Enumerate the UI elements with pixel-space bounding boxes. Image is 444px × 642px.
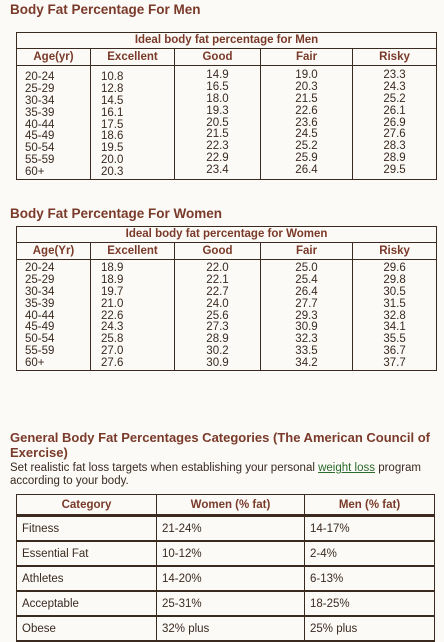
women-good-value: 27.3 <box>206 321 229 334</box>
men-excellent-value: 18.6 <box>101 130 124 143</box>
men-fair-column <box>261 66 353 180</box>
women-age-value: 50-54 <box>25 333 55 346</box>
women-risky-column <box>353 260 437 371</box>
women-good-value: 28.9 <box>206 333 229 346</box>
men-good-column <box>175 66 261 180</box>
women-excellent-value: 27.0 <box>101 345 124 358</box>
women-excellent-value: 24.3 <box>101 321 124 334</box>
men-good-value: 23.4 <box>206 164 229 177</box>
women-fair-value: 33.5 <box>295 345 318 358</box>
men-good-value: 19.3 <box>206 104 229 117</box>
women-fair-value: 25.0 <box>295 262 318 274</box>
women-header-excellent: Excellent <box>91 243 175 260</box>
women-excellent-value: 25.8 <box>101 333 124 346</box>
women-risky-value: 35.5 <box>383 333 406 346</box>
men-age-value: 45-49 <box>25 130 55 143</box>
women-header-risky: Risky <box>353 243 437 260</box>
category-row <box>17 566 435 591</box>
category-name: Obese <box>17 616 157 641</box>
women-age-value: 25-29 <box>25 273 55 286</box>
category-row <box>17 616 435 641</box>
men-good-value: 16.5 <box>206 80 229 93</box>
men-risky-column <box>353 66 437 180</box>
women-percent: 25-31% <box>157 591 305 616</box>
men-header-age: Age(yr) <box>17 49 91 66</box>
women-good-value: 22.1 <box>206 273 229 286</box>
women-risky-value: 29.6 <box>383 262 406 274</box>
men-age-value: 55-59 <box>25 154 55 167</box>
women-risky-value: 37.7 <box>383 357 406 370</box>
category-row <box>17 591 435 616</box>
men-age-value: 40-44 <box>25 118 55 131</box>
men-fair-value: 24.5 <box>295 128 318 141</box>
men-age-value: 60+ <box>25 166 45 179</box>
men-excellent-value: 12.8 <box>101 82 124 95</box>
women-fair-value: 25.4 <box>295 273 318 286</box>
men-fair-value: 20.3 <box>295 80 318 93</box>
men-percent: 2-4% <box>305 541 435 566</box>
men-excellent-value: 14.5 <box>101 94 124 107</box>
women-age-column <box>17 260 91 371</box>
men-header-good: Good <box>175 49 261 66</box>
men-fair-value: 23.6 <box>295 116 318 129</box>
women-excellent-column <box>91 260 175 371</box>
men-fair-value: 22.6 <box>295 104 318 117</box>
men-percent: 25% plus <box>305 616 435 641</box>
women-age-value: 60+ <box>25 357 45 370</box>
men-fair-value: 21.5 <box>295 92 318 105</box>
men-excellent-value: 20.3 <box>101 166 124 179</box>
men-risky-value: 24.3 <box>383 80 406 93</box>
women-risky-value: 34.1 <box>383 321 406 334</box>
men-header-risky: Risky <box>353 49 437 66</box>
women-age-value: 20-24 <box>25 262 55 274</box>
men-percent: 18-25% <box>305 591 435 616</box>
women-excellent-value: 18.9 <box>101 273 124 286</box>
women-fair-value: 34.2 <box>295 357 318 370</box>
men-good-value: 22.9 <box>206 152 229 165</box>
women-risky-value: 31.5 <box>383 297 406 310</box>
women-risky-value: 29.8 <box>383 273 406 286</box>
intro-text-after: program according to your body. <box>10 462 422 487</box>
women-age-value: 45-49 <box>25 321 55 334</box>
women-age-value: 40-44 <box>25 309 55 322</box>
women-age-value: 55-59 <box>25 345 55 358</box>
men-fair-value: 25.9 <box>295 152 318 165</box>
men-age-value: 25-29 <box>25 82 55 95</box>
category-name: Fitness <box>17 516 157 542</box>
category-name: Acceptable <box>17 591 157 616</box>
men-age-column <box>17 66 91 180</box>
category-row <box>17 541 435 566</box>
women-percent: 21-24% <box>157 516 305 542</box>
men-fair-value: 19.0 <box>295 69 318 81</box>
men-age-value: 50-54 <box>25 142 55 155</box>
categories-header-category: Category <box>17 495 157 516</box>
category-name: Essential Fat <box>17 541 157 566</box>
men-excellent-value: 17.5 <box>101 118 124 131</box>
men-risky-value: 25.2 <box>383 92 406 105</box>
men-percent: 14-17% <box>305 516 435 542</box>
women-fair-value: 32.3 <box>295 333 318 346</box>
categories-table <box>16 494 435 642</box>
men-risky-value: 26.1 <box>383 104 406 117</box>
men-risky-value: 26.9 <box>383 116 406 129</box>
categories-intro <box>10 462 440 488</box>
men-fair-value: 25.2 <box>295 140 318 153</box>
women-header-fair: Fair <box>261 243 353 260</box>
men-excellent-column <box>91 66 175 180</box>
women-percent: 10-12% <box>157 541 305 566</box>
women-age-value: 30-34 <box>25 285 55 298</box>
men-table-banner: Ideal body fat percentage for Men <box>17 33 437 49</box>
women-header-good: Good <box>175 243 261 260</box>
men-risky-value: 23.3 <box>383 69 406 81</box>
men-excellent-value: 16.1 <box>101 106 124 119</box>
women-good-value: 24.0 <box>206 297 229 310</box>
men-risky-value: 29.5 <box>383 164 406 177</box>
women-fair-value: 26.4 <box>295 285 318 298</box>
women-excellent-value: 19.7 <box>101 285 124 298</box>
intro-text-before: Set realistic fat loss targets when establishing your personal <box>10 462 319 474</box>
men-header-fair: Fair <box>261 49 353 66</box>
men-good-value: 18.0 <box>206 92 229 105</box>
women-good-value: 25.6 <box>206 309 229 322</box>
women-percent: 14-20% <box>157 566 305 591</box>
men-body-fat-table <box>16 32 437 180</box>
women-body-fat-table <box>16 226 437 371</box>
men-excellent-value: 10.8 <box>101 71 124 83</box>
weight-loss-link[interactable]: weight loss <box>318 462 375 474</box>
women-risky-value: 32.8 <box>383 309 406 322</box>
men-risky-value: 28.9 <box>383 152 406 165</box>
women-header-age: Age(Yr) <box>17 243 91 260</box>
women-excellent-value: 18.9 <box>101 262 124 274</box>
men-good-value: 20.5 <box>206 116 229 129</box>
women-excellent-value: 21.0 <box>101 297 124 310</box>
men-fair-value: 26.4 <box>295 164 318 177</box>
women-good-column <box>175 260 261 371</box>
category-row <box>17 516 435 542</box>
women-risky-value: 30.5 <box>383 285 406 298</box>
women-good-value: 22.0 <box>206 262 229 274</box>
men-percent: 6-13% <box>305 566 435 591</box>
categories-section-title: General Body Fat Percentages Categories (The American Council of Exercise) <box>10 430 430 460</box>
women-age-value: 35-39 <box>25 297 55 310</box>
women-excellent-value: 27.6 <box>101 357 124 370</box>
women-table-banner: Ideal body fat percentage for Women <box>17 227 437 243</box>
men-excellent-value: 19.5 <box>101 142 124 155</box>
women-fair-value: 27.7 <box>295 297 318 310</box>
women-section-title: Body Fat Percentage For Women <box>10 206 223 221</box>
men-section-title: Body Fat Percentage For Men <box>10 2 201 17</box>
men-risky-value: 28.3 <box>383 140 406 153</box>
women-fair-column <box>261 260 353 371</box>
women-good-value: 22.7 <box>206 285 229 298</box>
women-excellent-value: 22.6 <box>101 309 124 322</box>
men-age-value: 35-39 <box>25 106 55 119</box>
men-excellent-value: 20.0 <box>101 154 124 167</box>
women-risky-value: 36.7 <box>383 345 406 358</box>
categories-header-women: Women (% fat) <box>157 495 305 516</box>
men-good-value: 14.9 <box>206 69 229 81</box>
men-header-excellent: Excellent <box>91 49 175 66</box>
categories-header-men: Men (% fat) <box>305 495 435 516</box>
women-fair-value: 29.3 <box>295 309 318 322</box>
men-age-value: 30-34 <box>25 94 55 107</box>
men-age-value: 20-24 <box>25 71 55 83</box>
men-good-value: 22.3 <box>206 140 229 153</box>
women-good-value: 30.9 <box>206 357 229 370</box>
men-good-value: 21.5 <box>206 128 229 141</box>
category-name: Athletes <box>17 566 157 591</box>
women-percent: 32% plus <box>157 616 305 641</box>
women-good-value: 30.2 <box>206 345 229 358</box>
men-risky-value: 27.6 <box>383 128 406 141</box>
women-fair-value: 30.9 <box>295 321 318 334</box>
